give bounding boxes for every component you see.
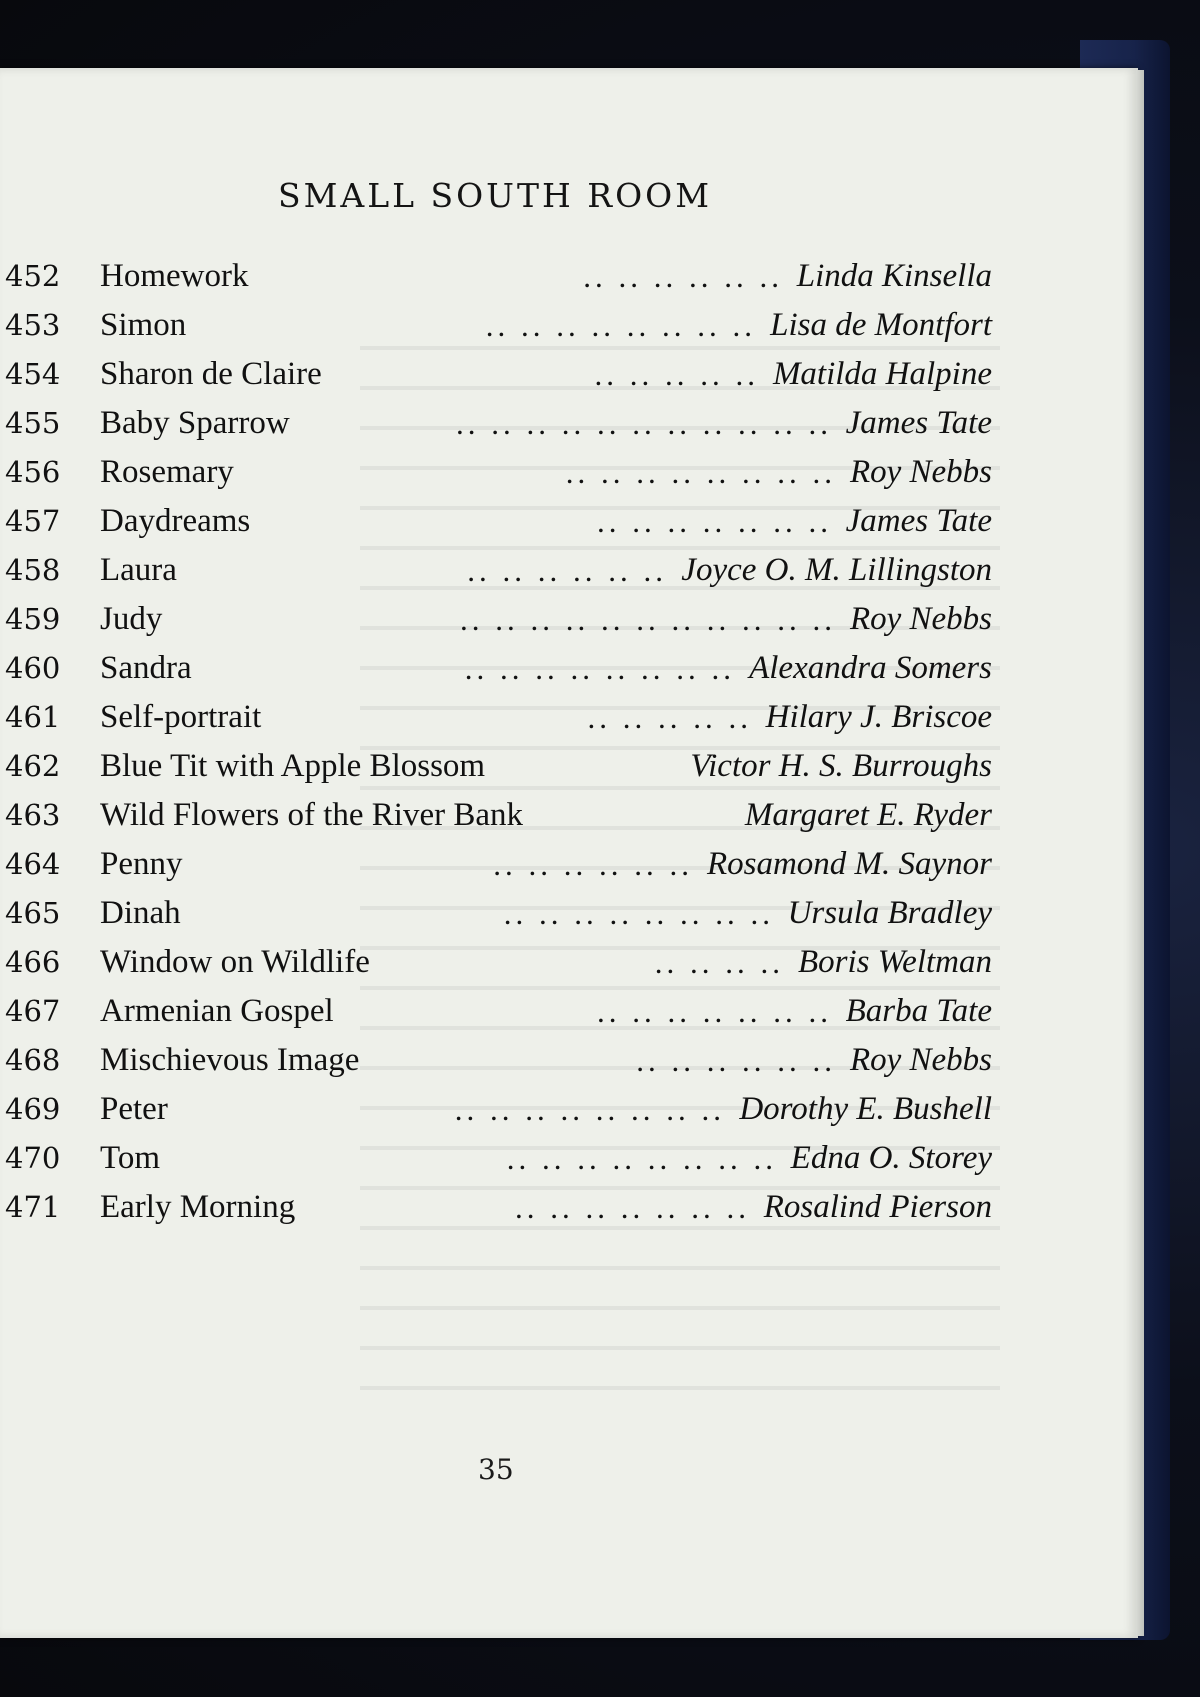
- leader-dots: .. .. .. .. .. .. .. .. .. .. ..: [460, 602, 836, 637]
- entry-artist: Rosamond M. Saynor: [706, 846, 992, 882]
- entry-number: 460: [5, 651, 61, 685]
- leader-dots: .. .. .. .. .. .. ..: [515, 1190, 750, 1225]
- entry-artist: Joyce O. M. Lillingston: [681, 552, 992, 588]
- entry-title: Window on Wildlife: [100, 944, 370, 980]
- leader-dots: .. .. .. .. .. .. .. ..: [503, 896, 774, 931]
- entry-number: 458: [5, 553, 61, 587]
- entry-title: Sandra: [100, 650, 192, 686]
- entry-artist: Roy Nebbs: [849, 1042, 992, 1078]
- entry-title: Penny: [100, 846, 183, 882]
- entry-artist: Roy Nebbs: [849, 601, 992, 637]
- entry-artist: Matilda Halpine: [772, 356, 992, 392]
- entry-number: 459: [5, 602, 61, 636]
- entry-title: Laura: [100, 552, 177, 588]
- catalogue-entry: [0, 399, 1000, 448]
- entry-artist: Ursula Bradley: [787, 895, 992, 931]
- entry-number: 465: [5, 896, 61, 930]
- leader-dots: .. .. .. .. .. .. .. ..: [565, 455, 836, 490]
- catalogue-entry: [0, 1085, 1000, 1134]
- leader-dots: .. .. .. .. ..: [594, 357, 759, 392]
- entry-number: 462: [5, 749, 61, 783]
- catalogue-entry: [0, 987, 1000, 1036]
- catalogue-entry: [0, 497, 1000, 546]
- entry-title: Self-portrait: [100, 699, 262, 735]
- entry-number: 452: [5, 259, 61, 293]
- entry-number: 455: [5, 406, 61, 440]
- entry-number: 456: [5, 455, 61, 489]
- entry-number: 454: [5, 357, 61, 391]
- entry-title: Homework: [100, 258, 249, 294]
- page-number: 35: [478, 1453, 514, 1486]
- catalogue-entry: [0, 350, 1000, 399]
- entry-artist: Margaret E. Ryder: [744, 797, 992, 833]
- entry-artist: Linda Kinsella: [796, 258, 992, 294]
- catalogue-entry: [0, 644, 1000, 693]
- entry-artist: Victor H. S. Burroughs: [690, 748, 992, 784]
- entry-number: 457: [5, 504, 61, 538]
- entry-number: 468: [5, 1043, 61, 1077]
- leader-dots: .. .. .. .. .. .. .. ..: [485, 308, 756, 343]
- catalogue-entry: [0, 791, 1000, 840]
- leader-dots: .. .. .. .. .. ..: [583, 259, 783, 294]
- entry-number: 467: [5, 994, 61, 1028]
- entry-artist: Edna O. Storey: [790, 1140, 992, 1176]
- catalogue-entries: [0, 252, 1000, 1232]
- catalogue-entry: [0, 252, 1000, 301]
- entry-artist: Roy Nebbs: [849, 454, 992, 490]
- leader-dots: .. .. .. .. .. .. .. ..: [454, 1092, 725, 1127]
- entry-title: Simon: [100, 307, 187, 343]
- page-edge: [1136, 70, 1144, 1636]
- catalogue-entry: [0, 301, 1000, 350]
- entry-title: Tom: [100, 1140, 161, 1176]
- catalogue-entry: [0, 693, 1000, 742]
- catalogue-entry: [0, 742, 1000, 791]
- section-title: SMALL SOUTH ROOM: [277, 176, 713, 215]
- leader-dots: .. .. .. .. .. .. .. .. .. .. ..: [456, 406, 832, 441]
- entry-artist: Hilary J. Briscoe: [765, 699, 992, 735]
- catalogue-entry: [0, 840, 1000, 889]
- catalogue-entry: [0, 448, 1000, 497]
- entry-artist: Boris Weltman: [797, 944, 992, 980]
- catalogue-entry: [0, 1134, 1000, 1183]
- leader-dots: .. .. .. .. .. ..: [493, 847, 693, 882]
- entry-title: Early Morning: [100, 1189, 296, 1225]
- catalogue-entry: [0, 1036, 1000, 1085]
- entry-artist: Dorothy E. Bushell: [739, 1091, 992, 1127]
- catalogue-entry: [0, 595, 1000, 644]
- entry-number: 466: [5, 945, 61, 979]
- entry-artist: Alexandra Somers: [749, 650, 992, 686]
- entry-title: Dinah: [100, 895, 181, 931]
- leader-dots: .. .. .. ..: [654, 945, 784, 980]
- entry-artist: James Tate: [845, 405, 992, 441]
- entry-number: 469: [5, 1092, 61, 1126]
- entry-title: Armenian Gospel: [100, 993, 334, 1029]
- entry-title: Daydreams: [100, 503, 251, 539]
- leader-dots: .. .. .. .. .. .. ..: [597, 504, 832, 539]
- catalogue-entry: [0, 889, 1000, 938]
- entry-number: 464: [5, 847, 61, 881]
- entry-title: Sharon de Claire: [100, 356, 322, 392]
- entry-artist: Rosalind Pierson: [763, 1189, 992, 1225]
- leader-dots: .. .. .. .. ..: [587, 700, 752, 735]
- leader-dots: .. .. .. .. .. .. ..: [597, 994, 832, 1029]
- entry-title: Rosemary: [100, 454, 234, 490]
- entry-artist: Lisa de Montfort: [770, 307, 992, 343]
- entry-number: 461: [5, 700, 61, 734]
- entry-number: 470: [5, 1141, 61, 1175]
- catalogue-entry: [0, 546, 1000, 595]
- catalogue-entry: [0, 1183, 1000, 1232]
- entry-artist: Barba Tate: [845, 993, 992, 1029]
- entry-title: Peter: [100, 1091, 168, 1127]
- entry-title: Blue Tit with Apple Blossom: [100, 748, 486, 784]
- entry-artist: James Tate: [845, 503, 992, 539]
- entry-title: Baby Sparrow: [100, 405, 290, 441]
- leader-dots: .. .. .. .. .. .. .. ..: [464, 651, 735, 686]
- leader-dots: .. .. .. .. .. .. .. ..: [506, 1141, 777, 1176]
- leader-dots: .. .. .. .. .. ..: [467, 553, 667, 588]
- entry-number: 471: [5, 1190, 61, 1224]
- entry-number: 463: [5, 798, 61, 832]
- entry-title: Wild Flowers of the River Bank: [100, 797, 524, 833]
- leader-dots: .. .. .. .. .. ..: [636, 1043, 836, 1078]
- catalogue-entry: [0, 938, 1000, 987]
- entry-title: Mischievous Image: [100, 1042, 360, 1078]
- entry-number: 453: [5, 308, 61, 342]
- entry-title: Judy: [100, 601, 163, 637]
